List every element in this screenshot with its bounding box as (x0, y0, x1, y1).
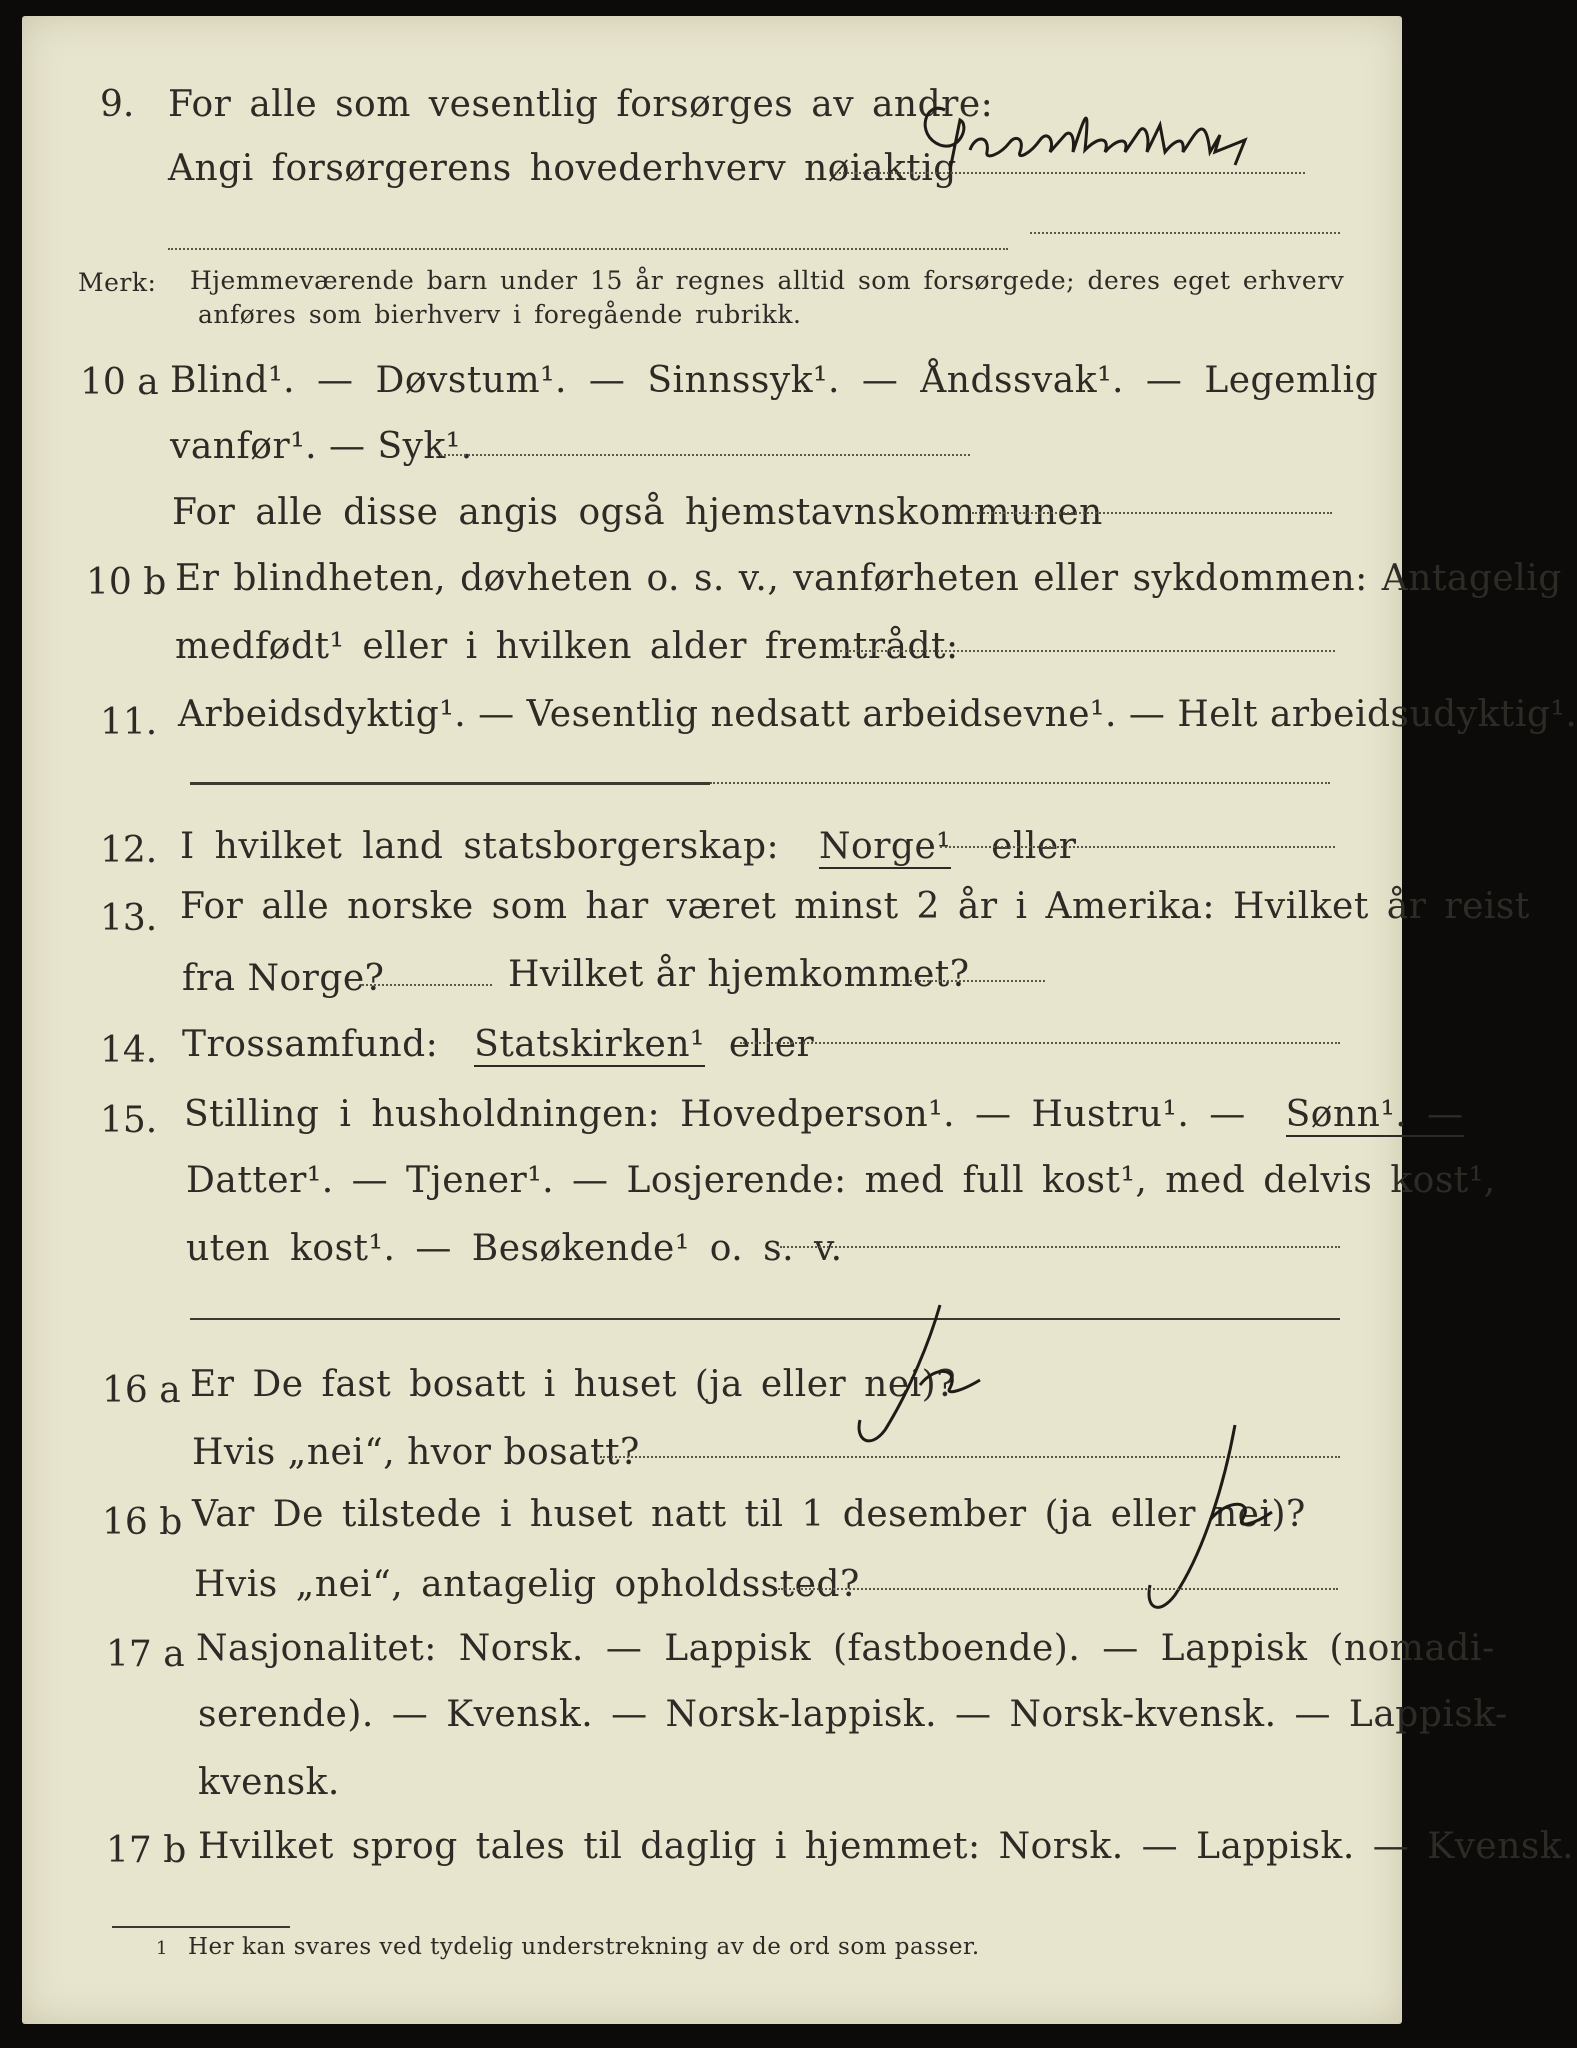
q9-number: 9. (100, 84, 135, 125)
q16b-line1: Var De tilstede i huset natt til 1 desember (ja eller nei)? (192, 1494, 1306, 1535)
q17a-line3: kvensk. (198, 1762, 340, 1803)
q16a-number: 16 a (102, 1370, 181, 1411)
q10a-line1: Blind¹. — Døvstum¹. — Sinnssyk¹. — Åndssvak¹. — Legemlig (170, 360, 1379, 401)
q14-number: 14. (100, 1030, 158, 1071)
q17a-line1: Nasjonalitet: Norsk. — Lappisk (fastboende). — Lappisk (nomadi- (196, 1628, 1495, 1669)
q16a-line2: Hvis „nei“, hvor bosatt? (192, 1432, 640, 1473)
q9-line2: Angi forsørgerens hovederhverv nøiaktig (168, 148, 957, 189)
q16b-answer-line (778, 1588, 1338, 1590)
q15-line1-text: Stilling i husholdningen: Hovedperson¹. — Hustru¹. — (184, 1094, 1246, 1135)
q9-line1: For alle som vesentlig forsørges av andre: (168, 84, 994, 125)
q15-line1 (184, 1094, 1464, 1135)
q14-underlined-answer: Statskirken¹ (474, 1024, 705, 1065)
q15-number: 15. (100, 1100, 158, 1141)
q13-reist-line (362, 984, 492, 986)
q13-number: 13. (100, 898, 158, 939)
q10a-answer-line (440, 454, 970, 456)
q16a-line1: Er De fast bosatt i huset (ja eller nei)? (190, 1364, 957, 1405)
q13-line1: For alle norske som har været minst 2 år i Amerika: Hvilket år reist (180, 886, 1530, 927)
q10a-line2: vanfør¹. — Syk¹. (170, 426, 473, 467)
q10a-line3: For alle disse angis også hjemstavnskommunen (172, 492, 1103, 533)
q17a-number: 17 a (106, 1634, 185, 1675)
q11-line1: Arbeidsdyktig¹. — Vesentlig nedsatt arbeidsevne¹. — Helt arbeidsudyktig¹. (178, 694, 1577, 735)
q17a-line2: serende). — Kvensk. — Norsk-lappisk. — Norsk-kvensk. — Lappisk- (198, 1694, 1508, 1735)
q10a-kommune-line (972, 512, 1332, 514)
q9-extra-line-2 (1030, 232, 1340, 234)
q12-number: 12. (100, 830, 158, 871)
q10a-number: 10 a (80, 362, 159, 403)
q9-extra-line (168, 248, 1008, 250)
merk-line1: Hjemmeværende barn under 15 år regnes alltid som forsørgede; deres eget erhverv (190, 266, 1345, 295)
merk-label: Merk: (78, 268, 157, 297)
q14-pre: Trossamfund: (182, 1024, 439, 1065)
q15-answer-line (780, 1246, 1340, 1248)
q16b-line2: Hvis „nei“, antagelig opholdssted? (194, 1564, 860, 1605)
footnote-mark: 1 (156, 1938, 168, 1959)
q11-number: 11. (100, 702, 158, 743)
q14-post: eller (728, 1024, 815, 1065)
q9-handwritten-answer (915, 80, 1335, 180)
q15-underlined-answer: Sønn¹. — (1285, 1094, 1464, 1135)
q12-pre: I hvilket land statsborgerskap: (180, 826, 780, 867)
q15-line2: Datter¹. — Tjener¹. — Losjerende: med full kost¹, med delvis kost¹, (186, 1160, 1496, 1201)
q16b-handwritten-answer (1120, 1420, 1280, 1620)
q11-separator-b (710, 782, 1330, 784)
q16a-handwritten-answer (840, 1300, 1000, 1450)
q15-line3: uten kost¹. — Besøkende¹ o. s. v. (186, 1228, 843, 1269)
footnote-text: Her kan svares ved tydelig understrekning av de ord som passer. (188, 1934, 980, 1960)
q11-separator-a (190, 782, 710, 785)
q10b-line2: medfødt¹ eller i hvilken alder fremtrådt: (175, 626, 959, 667)
q14-question (182, 1024, 814, 1065)
q13-hjemkommet-line (910, 980, 1045, 982)
q17b-line1: Hvilket sprog tales til daglig i hjemmet: Norsk. — Lappisk. — Kvensk. (198, 1826, 1575, 1867)
q10b-number: 10 b (86, 562, 167, 603)
q13-line2b: Hvilket år hjemkommet? (508, 954, 970, 995)
q14-answer-line (740, 1042, 1340, 1044)
q15-separator (190, 1318, 1340, 1320)
q12-post: eller (991, 826, 1077, 867)
q10b-answer-line (840, 650, 1335, 652)
merk-line2: anføres som bierhverv i foregående rubrikk. (198, 300, 802, 329)
q10b-line1: Er blindheten, døvheten o. s. v., vanførheten eller sykdommen: Antagelig (175, 558, 1562, 599)
q16b-number: 16 b (102, 1502, 183, 1543)
q13-line2a: fra Norge? (182, 958, 385, 999)
q12-answer-line (940, 846, 1335, 848)
footnote-rule (112, 1926, 290, 1928)
q17b-number: 17 b (106, 1830, 187, 1871)
q12-underlined-answer: Norge¹ (819, 826, 952, 867)
